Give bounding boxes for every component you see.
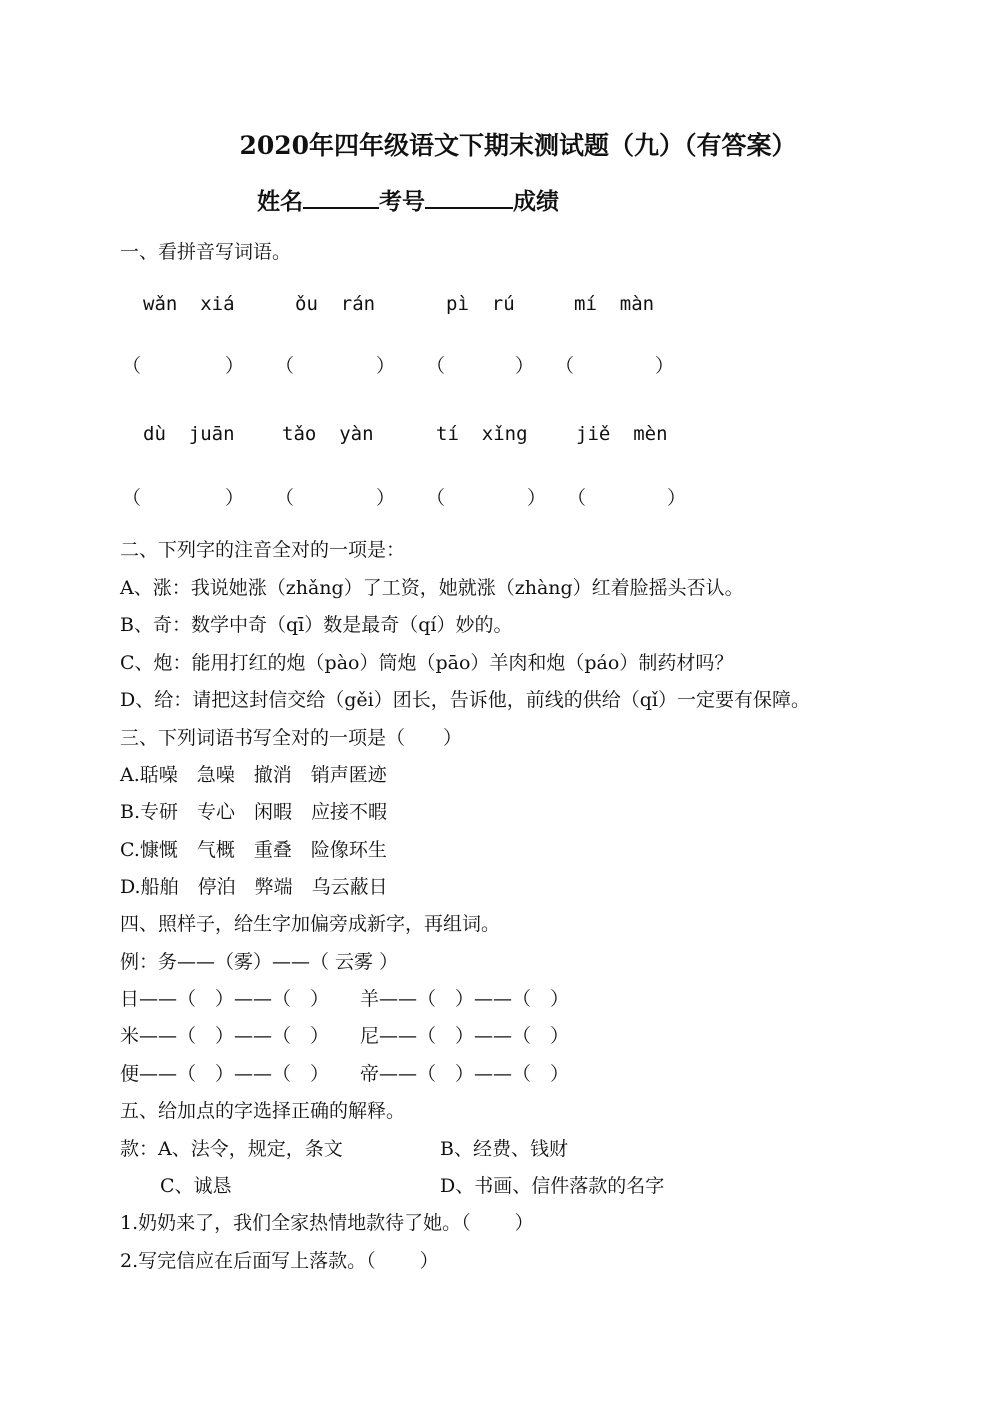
answer-close-paren: ）: [655, 355, 675, 377]
answer-open-paren: （: [122, 355, 142, 377]
section4-item: 羊——（ ）——（ ）: [360, 988, 570, 1010]
answer-close-paren: ）: [527, 487, 547, 509]
pinyin-item: mí màn: [574, 293, 655, 315]
section2-heading: 二、下列字的注音全对的一项是：: [120, 539, 406, 561]
exam-no-blank[interactable]: [425, 183, 513, 209]
definition-b: B、经费、钱财: [440, 1138, 568, 1160]
answer-close-paren: ）: [376, 355, 396, 377]
pinyin-item: wǎn xiá: [143, 293, 235, 315]
section3-heading: 三、下列词语书写全对的一项是（ ）: [120, 727, 463, 749]
section1-heading: 一、看拼音写词语。: [120, 241, 292, 263]
section2-option-c: C、炮：能用打红的炮（pào）筒炮（pāo）羊肉和炮（páo）制药材吗？: [120, 652, 734, 674]
definition-a: 款：A、法令，规定，条文: [120, 1138, 343, 1160]
answer-close-paren: ）: [515, 355, 535, 377]
student-info-line: [257, 183, 559, 217]
name-label: 姓名: [257, 188, 303, 215]
pinyin-item: tǎo yàn: [282, 423, 374, 445]
pinyin-item: ǒu rán: [295, 293, 376, 315]
definition-c: C、诚恳: [160, 1175, 232, 1197]
section5-question-1: 1.奶奶来了，我们全家热情地款待了她。（ ）: [120, 1212, 534, 1234]
page-title: 2020年四年级语文下期末测试题（九）（有答案）: [239, 131, 797, 160]
answer-open-paren: （: [122, 487, 142, 509]
answer-close-paren: ）: [225, 487, 245, 509]
pinyin-item: tí xǐng: [436, 423, 528, 445]
exam-no-label: 考号: [379, 188, 425, 215]
pinyin-item: jiě mèn: [576, 423, 668, 445]
answer-open-paren: （: [426, 487, 446, 509]
name-blank[interactable]: [303, 183, 379, 209]
section4-item: 便——（ ）——（ ）: [120, 1063, 330, 1085]
answer-open-paren: （: [275, 355, 295, 377]
definition-d: D、书画、信件落款的名字: [440, 1175, 665, 1197]
answer-open-paren: （: [275, 487, 295, 509]
section5-question-2: 2.写完信应在后面写上落款。（ ）: [120, 1250, 439, 1272]
section4-heading: 四、照样子，给生字加偏旁成新字，再组词。: [120, 913, 501, 935]
section4-item: 尼——（ ）——（ ）: [360, 1025, 570, 1047]
section4-item: 米——（ ）——（ ）: [120, 1025, 330, 1047]
section4-example: 例：务——（雾）——（ 云雾 ）: [120, 951, 399, 973]
pinyin-item: dù juān: [143, 423, 235, 445]
answer-open-paren: （: [567, 487, 587, 509]
answer-open-paren: （: [426, 355, 446, 377]
section4-item: 日——（ ）——（ ）: [120, 988, 330, 1010]
score-label: 成绩: [513, 188, 559, 215]
section3-option-d: D.船舶 停泊 弊端 乌云蔽日: [120, 876, 388, 898]
section3-option-c: C.慷慨 气概 重叠 险像环生: [120, 839, 387, 861]
section3-option-b: B.专研 专心 闲暇 应接不暇: [120, 801, 388, 823]
section4-item: 帝——（ ）——（ ）: [360, 1063, 570, 1085]
answer-close-paren: ）: [225, 355, 245, 377]
pinyin-item: pì rú: [446, 293, 515, 315]
answer-open-paren: （: [555, 355, 575, 377]
section2-option-d: D、给：请把这封信交给（gěi）团长，告诉他，前线的供给（qǐ）一定要有保障。: [120, 689, 810, 711]
section3-option-a: A.聒噪 急噪 撤消 销声匿迹: [120, 764, 387, 786]
section2-option-b: B、奇：数学中奇（qī）数是最奇（qí）妙的。: [120, 614, 513, 636]
section5-heading: 五、给加点的字选择正确的解释。: [120, 1100, 406, 1122]
answer-close-paren: ）: [376, 487, 396, 509]
section2-option-a: A、涨：我说她涨（zhǎng）了工资，她就涨（zhàng）红着脸摇头否认。: [120, 577, 744, 599]
answer-close-paren: ）: [667, 487, 687, 509]
